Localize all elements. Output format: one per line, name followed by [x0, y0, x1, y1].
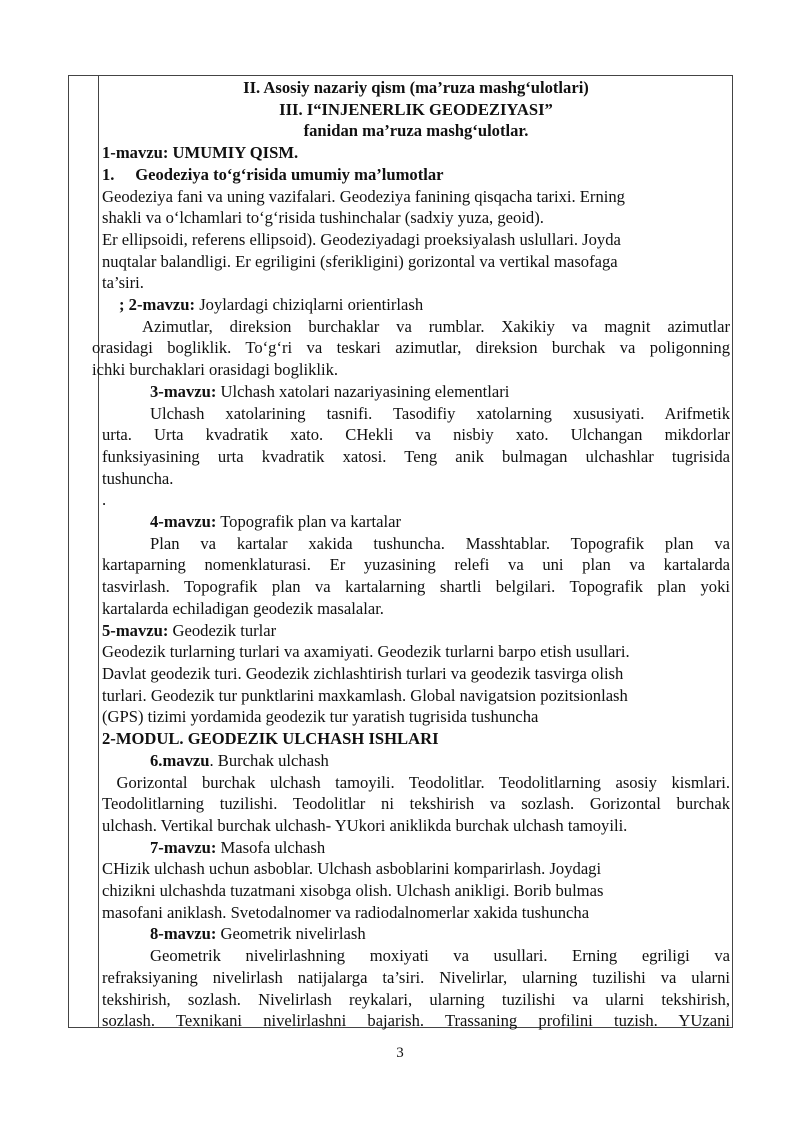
topic-5-line-4: (GPS) tizimi yordamida geodezik tur yaratish tugrisida tushuncha [102, 707, 539, 727]
topic-7-line-3: masofani aniklash. Svetodalnomer va radiodalnomerlar xakida tushuncha [102, 902, 590, 922]
topic-5-line-2: Davlat geodezik turi. Geodezik zichlashtirish turlari va geodezik tasvirga olish [102, 663, 624, 683]
module-2-title: 2-MODUL. GEODEZIK ULCHASH ISHLARI [102, 729, 439, 749]
topic-3-heading [102, 381, 730, 403]
topic-7-heading [102, 837, 730, 859]
topic-3-line-3: funksiyasining urta kvadratik xatosi. Teng anik bulmagan ulchashlar tugrisida [102, 446, 730, 466]
topic-5-line-3: turlari. Geodezik tur punktlarini maxkamlash. Global navigatsion pozitsionlash [102, 685, 628, 705]
page-number: 3 [396, 1045, 404, 1061]
topic-8-name: Geometrik nivelirlash [216, 924, 366, 944]
topic-5-name: Geodezik turlar [168, 620, 277, 640]
topic-4-line-4: kartalarda echiladigan geodezik masalalar. [102, 598, 384, 618]
topic-8-line-2: refraksiyaning nivelirlash natijalarga ta’siri. Nivelirlar, ularning tuzilishi va ularni [102, 967, 730, 987]
topic-8-label: 8-mavzu: [150, 924, 217, 944]
topic-1-line-1: Geodeziya fani va uning vazifalari. Geodeziya fanining qisqacha tarixi. Erning [102, 186, 625, 206]
topic-5-label: 5-mavzu: [102, 620, 169, 640]
topic-2-label: ; 2-mavzu: [119, 295, 196, 315]
topic-2-heading [102, 294, 730, 316]
topic-3-label: 3-mavzu: [150, 381, 217, 401]
topic-4-heading [102, 511, 730, 533]
topic-7-line-1: CHizik ulchash uchun asboblar. Ulchash asboblarini komparirlash. Joydagi [102, 859, 602, 879]
topic-2-line-2: orasidagi bogliklik. To‘g‘ri va teskari azimutlar, direksion burchak va poligonning [92, 338, 730, 358]
document-body [92, 77, 730, 1032]
topic-2-name: Joylardagi chiziqlarni orientirlash [195, 295, 424, 315]
topic-4-line-2: kartaparning nomenklaturasi. Er yuzasining relefi va uni plan va kartalarda [102, 555, 730, 575]
topic-1-line-4: nuqtalar balandligi. Er egriligini (sferikligini) gorizontal va vertikal masofaga [102, 251, 618, 271]
header-line-2: III. I“INJENERLIK GEODEZIYASI” [279, 99, 553, 119]
topic-1-line-5: ta’siri. [102, 273, 144, 293]
topic-1-line-3: Er ellipsoidi, referens ellipsoid). Geodeziyadagi proeksiyalash uslullari. Joyda [102, 229, 621, 249]
header-line-1: II. Asosiy nazariy qism (ma’ruza mashg‘ulotlari) [243, 78, 589, 97]
margin-rule [98, 75, 99, 1028]
topic-5-line-1: Geodezik turlarning turlari va axamiyati. Geodezik turlarni barpo etish usullari. [102, 642, 630, 662]
topic-4-label: 4-mavzu: [150, 512, 217, 532]
topic-5-heading [102, 620, 730, 642]
header-line-3: fanidan ma’ruza mashg‘ulotlar. [303, 121, 529, 141]
topic-6-heading [102, 750, 730, 772]
topic-6-name: . Burchak ulchash [209, 750, 329, 770]
topic-4-line-1: Plan va kartalar xakida tushuncha. Masshtablar. Topografik plan va [150, 533, 730, 553]
topic-6-label: 6.mavzu [150, 750, 210, 770]
topic-3-line-2: urta. Urta kvadratik xato. CHekli va nisbiy xato. Ulchangan mikdorlar [102, 425, 730, 445]
stray-dot: . [102, 490, 107, 510]
topic-7-line-2: chizikni ulchashda tuzatmani xisobga olish. Ulchash anikligi. Borib bulmas [102, 881, 604, 901]
topic-4-line-3: tasvirlash. Topografik plan va kartalarning shartli belgilari. Topografik plan yoki [102, 577, 730, 597]
topic-1-subtitle: 1. Geodeziya to‘g‘risida umumiy ma’lumotlar [102, 164, 444, 184]
topic-8-line-4: sozlash. Texnikani nivelirlashni bajarish. Trassaning profilini tuzish. YUzani [102, 1011, 730, 1031]
topic-4-name: Topografik plan va kartalar [216, 512, 402, 532]
topic-2-line-3: ichki burchaklari orasidagi bogliklik. [92, 360, 339, 380]
topic-8-heading [102, 923, 730, 945]
topic-2-line-1: Azimutlar, direksion burchaklar va rumblar. Xakikiy va magnit azimutlar [142, 316, 730, 336]
topic-8-line-3: tekshirish, sozlash. Nivelirlash reykalari, ularning tuzilishi va ularni tekshirish, [102, 989, 730, 1009]
topic-3-name: Ulchash xatolari nazariyasining elementlari [216, 381, 510, 401]
topic-7-label: 7-mavzu: [150, 837, 217, 857]
topic-7-name: Masofa ulchash [216, 837, 326, 857]
topic-8-line-1: Geometrik nivelirlashning moxiyati va usullari. Erning egriligi va [150, 946, 730, 966]
topic-3-line-1: Ulchash xatolarining tasnifi. Tasodifiy xatolarning xususiyati. Arifmetik [150, 403, 730, 423]
topic-1-title: 1-mavzu: UMUMIY QISM. [102, 143, 299, 163]
topic-3-line-4: tushuncha. [102, 468, 174, 488]
topic-6-line-3: ulchash. Vertikal burchak ulchash- YUkori aniklikda burchak ulchash tamoyili. [102, 815, 628, 835]
topic-6-line-2: Teodolitlarning tuzilishi. Teodolitlar ni tekshirish va sozlash. Gorizontal burchak [102, 794, 730, 814]
topic-1-line-2: shakli va o‘lchamlari to‘g‘risida tushinchalar (sadxiy yuza, geoid). [102, 208, 544, 228]
topic-6-line-1: Gorizontal burchak ulchash tamoyili. Teodolitlar. Teodolitlarning asosiy kismlari. [102, 772, 730, 792]
